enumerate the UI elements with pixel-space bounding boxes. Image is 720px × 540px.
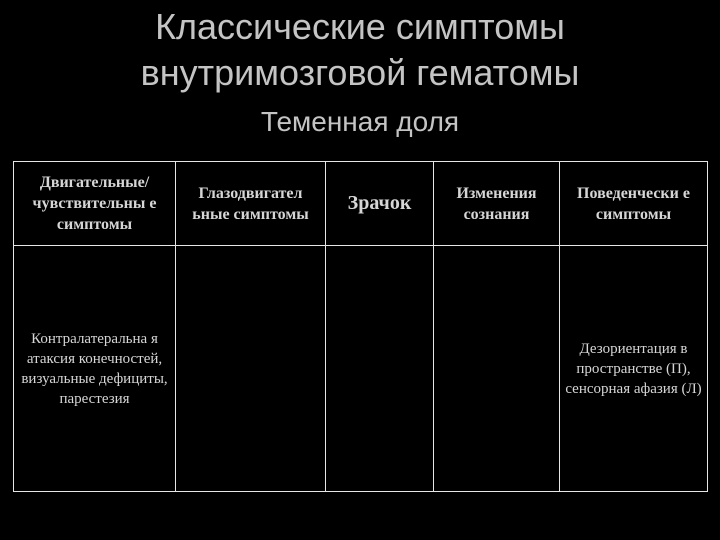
title-line-2: внутримозговой гематомы — [140, 52, 580, 93]
title-line-1: Классические симптомы — [155, 6, 565, 47]
cell-pupil — [326, 246, 434, 492]
header-consciousness: Изменения сознания — [434, 162, 560, 246]
slide-title — [0, 4, 720, 96]
cell-oculomotor — [176, 246, 326, 492]
header-oculomotor: Глазодвигател ьные симптомы — [176, 162, 326, 246]
table-header-row — [14, 162, 708, 246]
cell-motor-sensory: Контралатеральна я атаксия конечностей, визуальные дефициты, парестезия — [14, 246, 176, 492]
slide-subtitle: Теменная доля — [260, 106, 460, 137]
header-motor-sensory: Двигательные/ чувствительны е симптомы — [14, 162, 176, 246]
header-pupil: Зрачок — [326, 162, 434, 246]
cell-behavioral: Дезориентация в пространстве (П), сенсорная афазия (Л) — [560, 246, 708, 492]
symptoms-table — [13, 161, 708, 492]
cell-consciousness — [434, 246, 560, 492]
table-row — [14, 246, 708, 492]
header-behavioral: Поведенчески е симптомы — [560, 162, 708, 246]
